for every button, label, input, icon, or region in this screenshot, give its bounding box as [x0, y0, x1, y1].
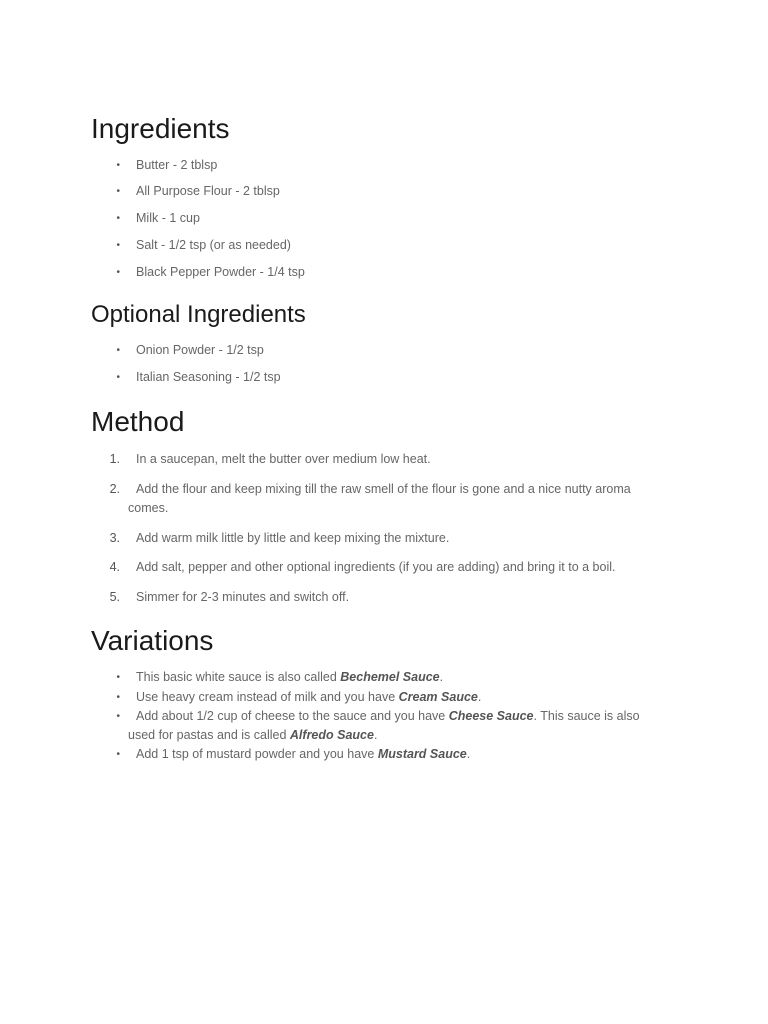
bullet-icon: • — [116, 240, 120, 251]
bullet-icon: • — [116, 711, 120, 722]
variations-heading: Variations — [91, 625, 214, 656]
method-step: 1. In a saucepan, melt the butter over medium low heat. — [128, 450, 668, 469]
bullet-icon: • — [116, 372, 120, 383]
sauce-name: Bechemel Sauce — [340, 670, 440, 684]
bullet-icon: • — [116, 672, 120, 683]
list-item: • Italian Seasoning - 1/2 tsp — [128, 368, 668, 387]
step-number: 3. — [109, 531, 120, 545]
ingredients-heading: Ingredients — [91, 113, 230, 144]
list-item: • This basic white sauce is also called Bechemel Sauce. — [128, 668, 668, 687]
method-step: 3. Add warm milk little by little and keep mixing the mixture. — [128, 529, 668, 548]
step-number: 2. — [109, 482, 120, 496]
step-number: 1. — [109, 452, 120, 466]
list-item: • Salt - 1/2 tsp (or as needed) — [128, 236, 668, 255]
step-number: 5. — [109, 590, 120, 604]
sauce-name: Alfredo Sauce — [289, 728, 374, 742]
list-item: • Black Pepper Powder - 1/4 tsp — [128, 263, 668, 282]
bullet-icon: • — [116, 749, 120, 760]
bullet-icon: • — [116, 186, 120, 197]
step-number: 4. — [109, 560, 120, 574]
list-item: • Use heavy cream instead of milk and you have Cream Sauce. — [128, 688, 668, 707]
list-item: • All Purpose Flour - 2 tblsp — [128, 182, 668, 201]
method-heading: Method — [91, 406, 185, 437]
sauce-name: Cheese Sauce — [448, 709, 534, 723]
list-item: • Add about 1/2 cup of cheese to the sauce and you have Cheese Sauce. This sauce is also used for pastas and is called Alfredo Sauce. — [128, 707, 668, 745]
sauce-name: Mustard Sauce — [377, 747, 467, 761]
method-step: 4. Add salt, pepper and other optional ingredients (if you are adding) and bring it to a boil. — [128, 558, 668, 577]
list-item: • Butter - 2 tblsp — [128, 156, 668, 175]
list-item: • Onion Powder - 1/2 tsp — [128, 341, 668, 360]
method-step: 5. Simmer for 2-3 minutes and switch off. — [128, 588, 668, 607]
bullet-icon: • — [116, 692, 120, 703]
bullet-icon: • — [116, 267, 120, 278]
list-item: • Milk - 1 cup — [128, 209, 668, 228]
bullet-icon: • — [116, 345, 120, 356]
optional-ingredients-heading: Optional Ingredients — [91, 301, 306, 328]
list-item: • Add 1 tsp of mustard powder and you have Mustard Sauce. — [128, 745, 668, 764]
method-step: 2. Add the flour and keep mixing till the raw smell of the flour is gone and a nice nutty aroma comes. — [128, 480, 668, 518]
bullet-icon: • — [116, 213, 120, 224]
sauce-name: Cream Sauce — [398, 690, 478, 704]
bullet-icon: • — [116, 160, 120, 171]
